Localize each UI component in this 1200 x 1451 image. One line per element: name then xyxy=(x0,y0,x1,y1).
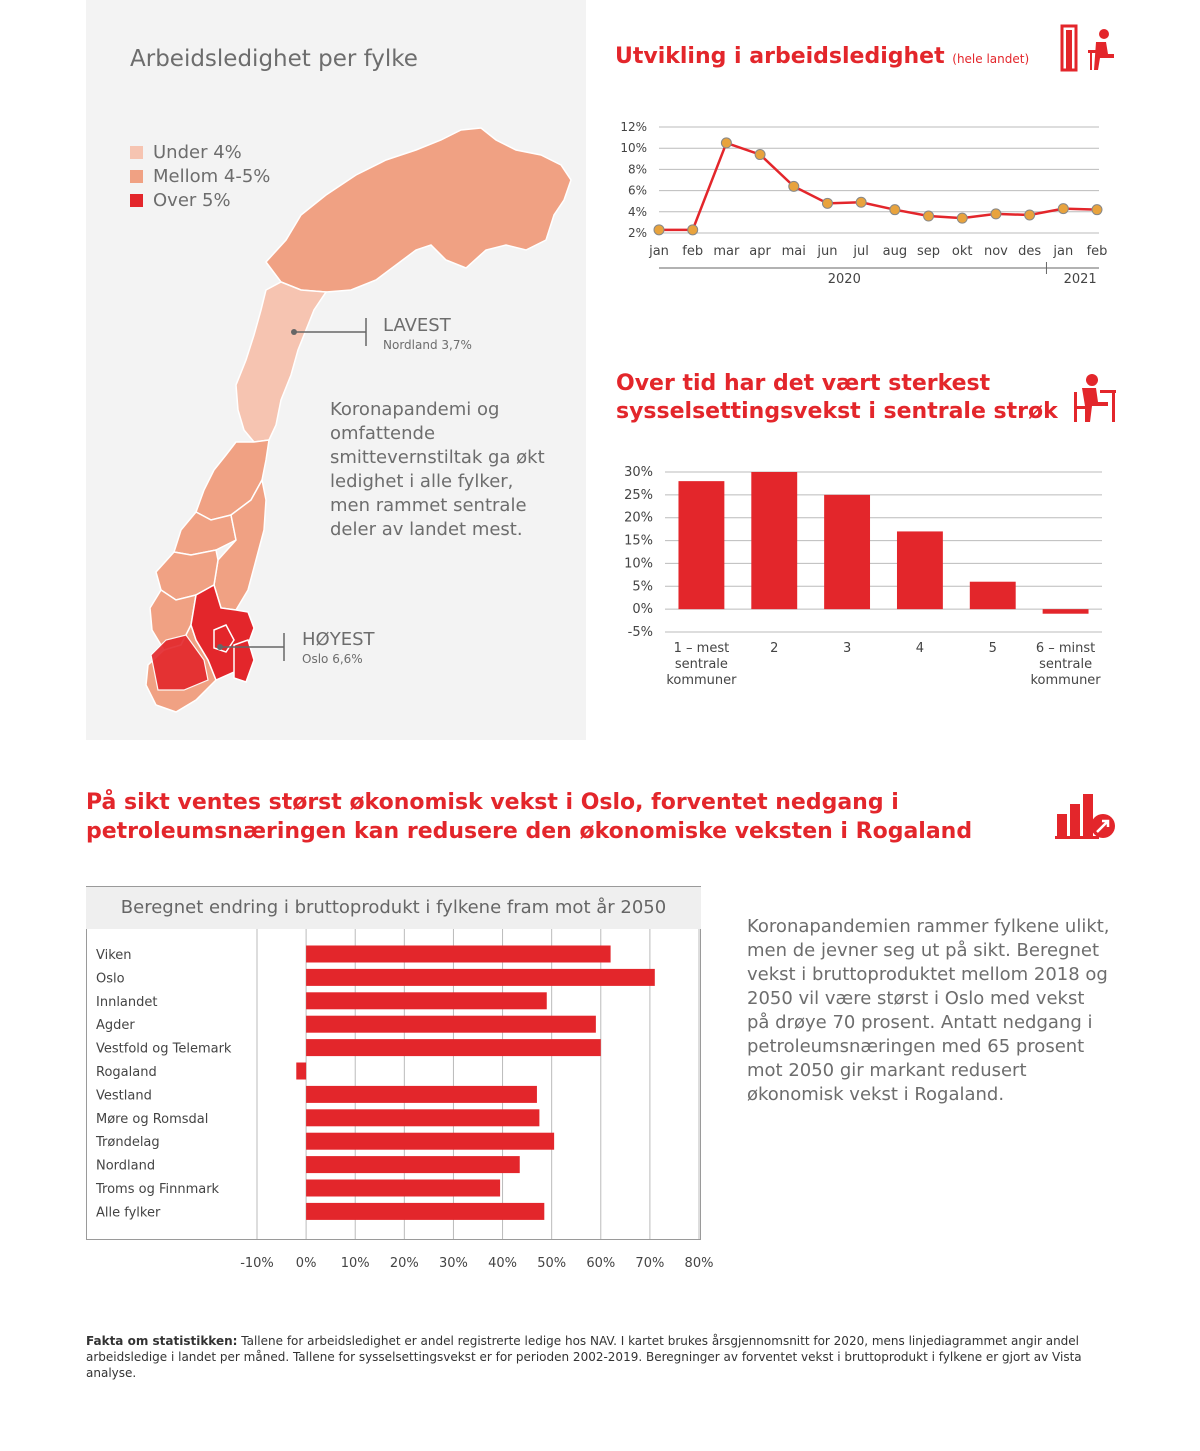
line-point xyxy=(822,198,832,208)
growth-chart-icon xyxy=(1055,792,1117,842)
gdp-title-line2: petroleumsnæringen kan redusere den økonomiske veksten i Rogaland xyxy=(86,819,973,844)
line-xtick-label: aug xyxy=(882,244,908,259)
line-point xyxy=(654,225,664,235)
line-ytick-label: 10% xyxy=(620,141,647,156)
line-point xyxy=(721,138,731,148)
line-point xyxy=(755,150,765,160)
map-region-more-romsdal xyxy=(174,512,236,555)
hbar-bar xyxy=(296,1063,306,1080)
bar-xtick-label: 5 xyxy=(988,641,997,656)
hbar-category-label: Møre og Romsdal xyxy=(96,1111,209,1127)
hbar-category-label: Rogaland xyxy=(96,1065,157,1080)
bar-ytick-label: 5% xyxy=(632,579,653,595)
bar-xtick-label: 3 xyxy=(842,641,852,656)
hbar-xtick-label: 30% xyxy=(438,1256,468,1271)
hbar-category-label: Troms og Finnmark xyxy=(96,1182,220,1197)
lowest-sub: Nordland 3,7% xyxy=(383,338,472,352)
legend-label: Over 5% xyxy=(153,190,231,211)
bar-ytick-label: 0% xyxy=(632,602,653,618)
map-title: Arbeidsledighet per fylke xyxy=(130,46,418,72)
bar-xtick-label: 6 – minst xyxy=(1035,641,1096,656)
hbar-category-label: Innlandet xyxy=(96,994,158,1010)
hbar-xtick-label: 10% xyxy=(340,1256,370,1271)
line-xtick-label: mai xyxy=(781,244,806,259)
line-year-label: 2020 xyxy=(827,272,861,287)
line-ytick-label: 8% xyxy=(627,162,647,177)
line-point xyxy=(688,225,698,235)
hbar-bar xyxy=(306,992,547,1009)
line-ytick-label: 6% xyxy=(627,183,647,198)
fakta-label: Fakta om statistikken: xyxy=(86,1334,238,1348)
hbar-bar xyxy=(306,1156,520,1173)
hbar-bar xyxy=(306,1039,601,1056)
line-xtick-label: apr xyxy=(749,244,771,259)
line-xtick-label: jul xyxy=(853,244,869,259)
office-exit-icon xyxy=(1058,24,1118,72)
legend-label: Under 4% xyxy=(153,142,242,163)
hbar-bar xyxy=(306,946,610,963)
bar-chart-title xyxy=(616,370,1058,426)
line-xtick-label: feb xyxy=(682,244,704,259)
bar-chart-title-line1: Over tid har det vært sterkest xyxy=(616,371,991,396)
bar xyxy=(897,531,943,609)
person-desk-icon xyxy=(1070,372,1120,424)
line-chart-title-main: Utvikling i arbeidsledighet xyxy=(615,44,945,69)
fakta-text xyxy=(86,1333,1121,1381)
gdp-description: Koronapandemien rammer fylkene ulikt, men de jevner seg ut på sikt. Beregnet vekst i bruttoproduktet mellom 2018 og 2050 vil være størst i Oslo med vekst på drøye 70 prosent. Antatt nedgang i petroleumsnæringen med 65 prosent mot 2050 gir markant redusert økonomisk vekst i Rogaland. xyxy=(747,916,1110,1105)
line-xtick-label: des xyxy=(1018,244,1042,259)
hbar-xtick-label: 70% xyxy=(635,1256,665,1271)
line-xtick-label: nov xyxy=(983,244,1008,259)
bar-xtick-label: sentrale xyxy=(674,657,728,672)
hbar-xtick-label: 0% xyxy=(295,1256,317,1271)
line-point xyxy=(789,181,799,191)
hbar-bar xyxy=(306,1109,539,1126)
line-point xyxy=(1058,204,1068,214)
hbar-bar xyxy=(306,1086,537,1103)
line-point xyxy=(1092,205,1102,215)
hbar-category-label: Viken xyxy=(96,948,132,963)
bar xyxy=(970,582,1016,609)
hbar-bar xyxy=(306,969,655,986)
hbar-bar xyxy=(306,1016,596,1033)
hbar-category-label: Alle fylker xyxy=(96,1205,161,1221)
bar-xtick-label: kommuner xyxy=(1030,673,1101,688)
line-point xyxy=(890,205,900,215)
fakta-body: Tallene for arbeidsledighet er andel registrerte ledige hos NAV. I kartet brukes årsgjennomsnitt for 2020, mens linjediagrammet angir andel arbeidsledige i landet per måned. Tallene for sysselsettingsvekst er for perioden 2002-2019. Beregninger av forventet vekst i bruttoprodukt i fylkene er gjort av Vista analyse. xyxy=(86,1334,1082,1380)
line-xtick-label: mar xyxy=(713,244,740,259)
hbar-bar xyxy=(306,1180,500,1197)
hbar-category-label: Trøndelag xyxy=(96,1135,160,1151)
hbar-category-label: Vestland xyxy=(96,1088,152,1104)
hbar-xtick-label: 80% xyxy=(684,1256,714,1271)
legend-label: Mellom 4-5% xyxy=(153,166,271,187)
line-ytick-label: 2% xyxy=(627,226,647,240)
line-xtick-label: jan xyxy=(649,244,669,259)
line-xtick-label: feb xyxy=(1086,244,1108,259)
bar xyxy=(824,495,870,609)
bar-ytick-label: 10% xyxy=(624,556,653,572)
gdp-title-line1: På sikt ventes størst økonomisk vekst i Oslo, forventet nedgang i xyxy=(86,790,899,815)
gdp-chart xyxy=(86,929,726,1279)
line-xtick-label: sep xyxy=(917,244,941,259)
hbar-xtick-label: -10% xyxy=(240,1256,274,1271)
bar-ytick-label: 15% xyxy=(624,533,653,549)
line-ytick-label: 12% xyxy=(620,120,647,134)
gdp-chart-title: Beregnet endring i bruttoprodukt i fylkene fram mot år 2050 xyxy=(86,887,701,929)
hbar-xtick-label: 60% xyxy=(586,1256,616,1271)
hbar-xtick-label: 50% xyxy=(537,1256,567,1271)
lowest-title: LAVEST xyxy=(383,315,451,336)
bar-chart xyxy=(605,460,1120,695)
bar-xtick-label: 1 – mest xyxy=(673,641,730,656)
bar xyxy=(751,472,797,609)
bar-chart-title-line2: sysselsettingsvekst i sentrale strøk xyxy=(616,399,1058,424)
highest-sub: Oslo 6,6% xyxy=(302,652,363,666)
map-region-nordland xyxy=(236,282,326,442)
highest-title: HØYEST xyxy=(302,629,375,650)
bar xyxy=(678,481,724,609)
line-point xyxy=(856,197,866,207)
bar-xtick-label: sentrale xyxy=(1039,657,1093,672)
hbar-category-label: Agder xyxy=(96,1018,135,1034)
line-point xyxy=(1025,210,1035,220)
bar-xtick-label: 2 xyxy=(770,641,779,656)
line-year-label: 2021 xyxy=(1063,272,1097,287)
line-chart xyxy=(605,110,1125,300)
hbar-xtick-label: 20% xyxy=(389,1256,419,1271)
gdp-section-title xyxy=(86,788,972,846)
bar-xtick-label: kommuner xyxy=(666,673,737,688)
bar xyxy=(1043,609,1089,614)
hbar-bar xyxy=(306,1133,554,1150)
bar-xtick-label: 4 xyxy=(915,641,925,656)
bar-ytick-label: 25% xyxy=(624,487,653,503)
line-xtick-label: jun xyxy=(817,244,838,259)
hbar-category-label: Vestfold og Telemark xyxy=(96,1041,232,1057)
line-point xyxy=(924,211,934,221)
line-chart-title xyxy=(615,44,1029,69)
hbar-category-label: Oslo xyxy=(96,971,125,987)
line-xtick-label: okt xyxy=(951,244,973,259)
bar-ytick-label: -5% xyxy=(627,625,653,640)
bar-ytick-label: 30% xyxy=(624,465,653,480)
hbar-xtick-label: 40% xyxy=(488,1256,518,1271)
hbar-category-label: Nordland xyxy=(96,1158,156,1174)
line-chart-title-small: (hele landet) xyxy=(952,52,1030,66)
line-xtick-label: jan xyxy=(1053,244,1074,259)
line-point xyxy=(957,213,967,223)
hbar-bar xyxy=(306,1203,544,1220)
map-description: Koronapandemi og omfattende smittevernstiltak ga økt ledighet i alle fylker, men rammet sentrale deler av landet mest. xyxy=(330,399,545,540)
line-ytick-label: 4% xyxy=(627,204,647,219)
bar-ytick-label: 20% xyxy=(624,510,653,526)
map-region-troms-finnmark xyxy=(266,128,571,292)
line-point xyxy=(991,209,1001,219)
